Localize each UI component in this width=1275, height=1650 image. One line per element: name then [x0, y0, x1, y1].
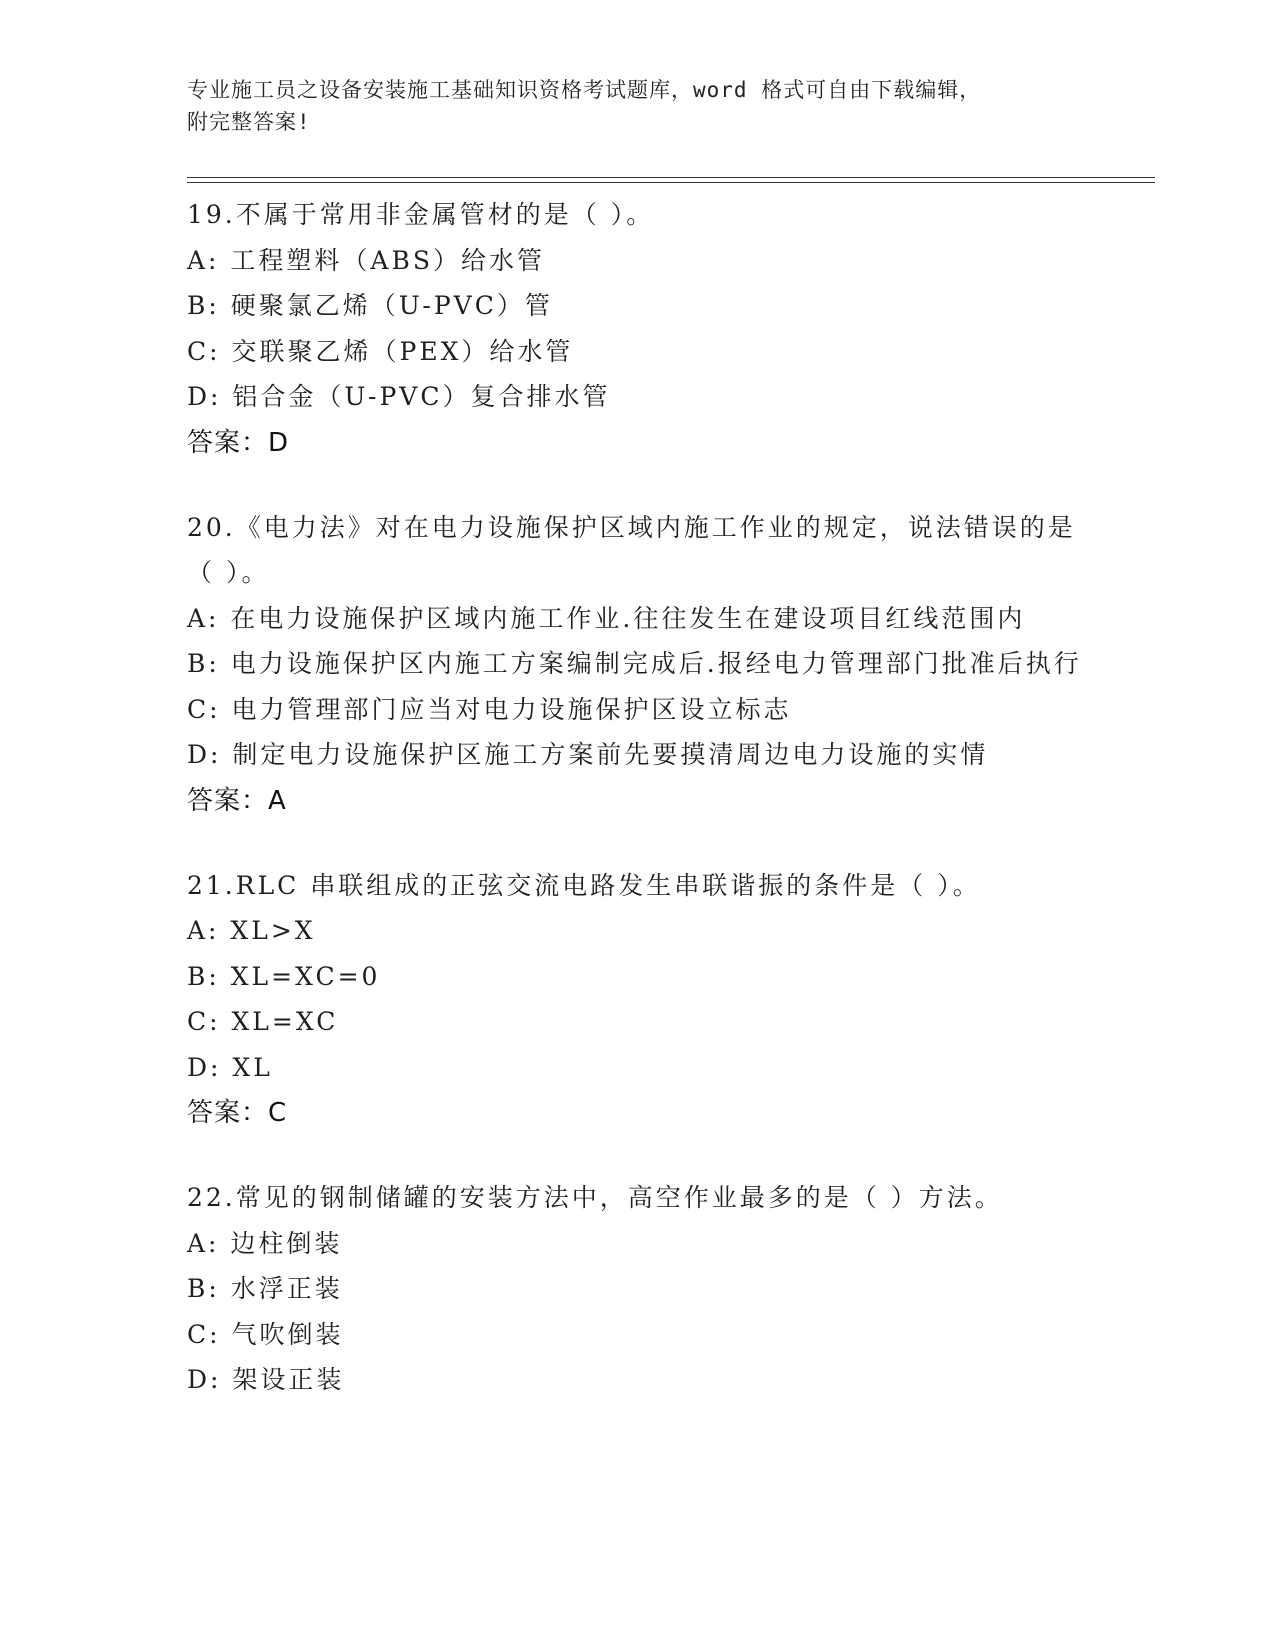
option-c: C: 电力管理部门应当对电力设施保护区设立标志: [187, 694, 792, 724]
question-stem: 20.《电力法》对在电力设施保护区域内施工作业的规定，说法错误的是（ ）。: [187, 512, 1076, 587]
header-intro-line-2: 附完整答案!: [187, 110, 311, 134]
header-intro-line-1: 专业施工员之设备安装施工基础知识资格考试题库，word 格式可自由下载编辑，: [187, 78, 982, 102]
option-c: C: XL=XC: [187, 1007, 339, 1036]
option-a: A: 在电力设施保护区域内施工作业.往往发生在建设项目红线范围内: [187, 603, 1026, 633]
question-20: [187, 505, 1087, 824]
option-b: B: XL=XC=0: [187, 961, 381, 991]
header-divider-bottom: [187, 182, 1155, 183]
option-a: A: 工程塑料（ABS）给水管: [187, 245, 545, 275]
document-header: [187, 74, 1087, 138]
option-d: D: XL: [187, 1052, 273, 1082]
option-b: B: 硬聚氯乙烯（U-PVC）管: [187, 291, 553, 320]
answer-label: 答案：D: [187, 427, 290, 458]
answer-label: 答案：C: [187, 1098, 288, 1128]
question-21: [187, 863, 1087, 1137]
question-22: [187, 1175, 1087, 1403]
question-stem: 21.RLC 串联组成的正弦交流电路发生串联谐振的条件是（ ）。: [187, 870, 981, 900]
option-d: D: 制定电力设施保护区施工方案前先要摸清周边电力设施的实情: [187, 740, 989, 769]
question-stem: 22.常见的钢制储罐的安装方法中，高空作业最多的是（ ）方法。: [187, 1183, 1003, 1212]
option-c: C: 交联聚乙烯（PEX）给水管: [187, 336, 574, 366]
question-list: [187, 192, 1087, 1403]
question-stem: 19.不属于常用非金属管材的是（ ）。: [187, 200, 655, 229]
answer-label: 答案：A: [187, 785, 287, 816]
option-c: C: 气吹倒装: [187, 1319, 344, 1349]
option-d: D: 铝合金（U-PVC）复合排水管: [187, 382, 611, 411]
option-a: A: 边柱倒装: [187, 1228, 343, 1258]
option-d: D: 架设正装: [187, 1365, 345, 1394]
question-19: [187, 192, 1087, 466]
option-b: B: 电力设施保护区内施工方案编制完成后.报经电力管理部门批准后执行: [187, 649, 1082, 678]
option-b: B: 水浮正装: [187, 1274, 343, 1303]
header-divider-top: [187, 177, 1155, 178]
option-a: A: XL>X: [187, 916, 316, 945]
